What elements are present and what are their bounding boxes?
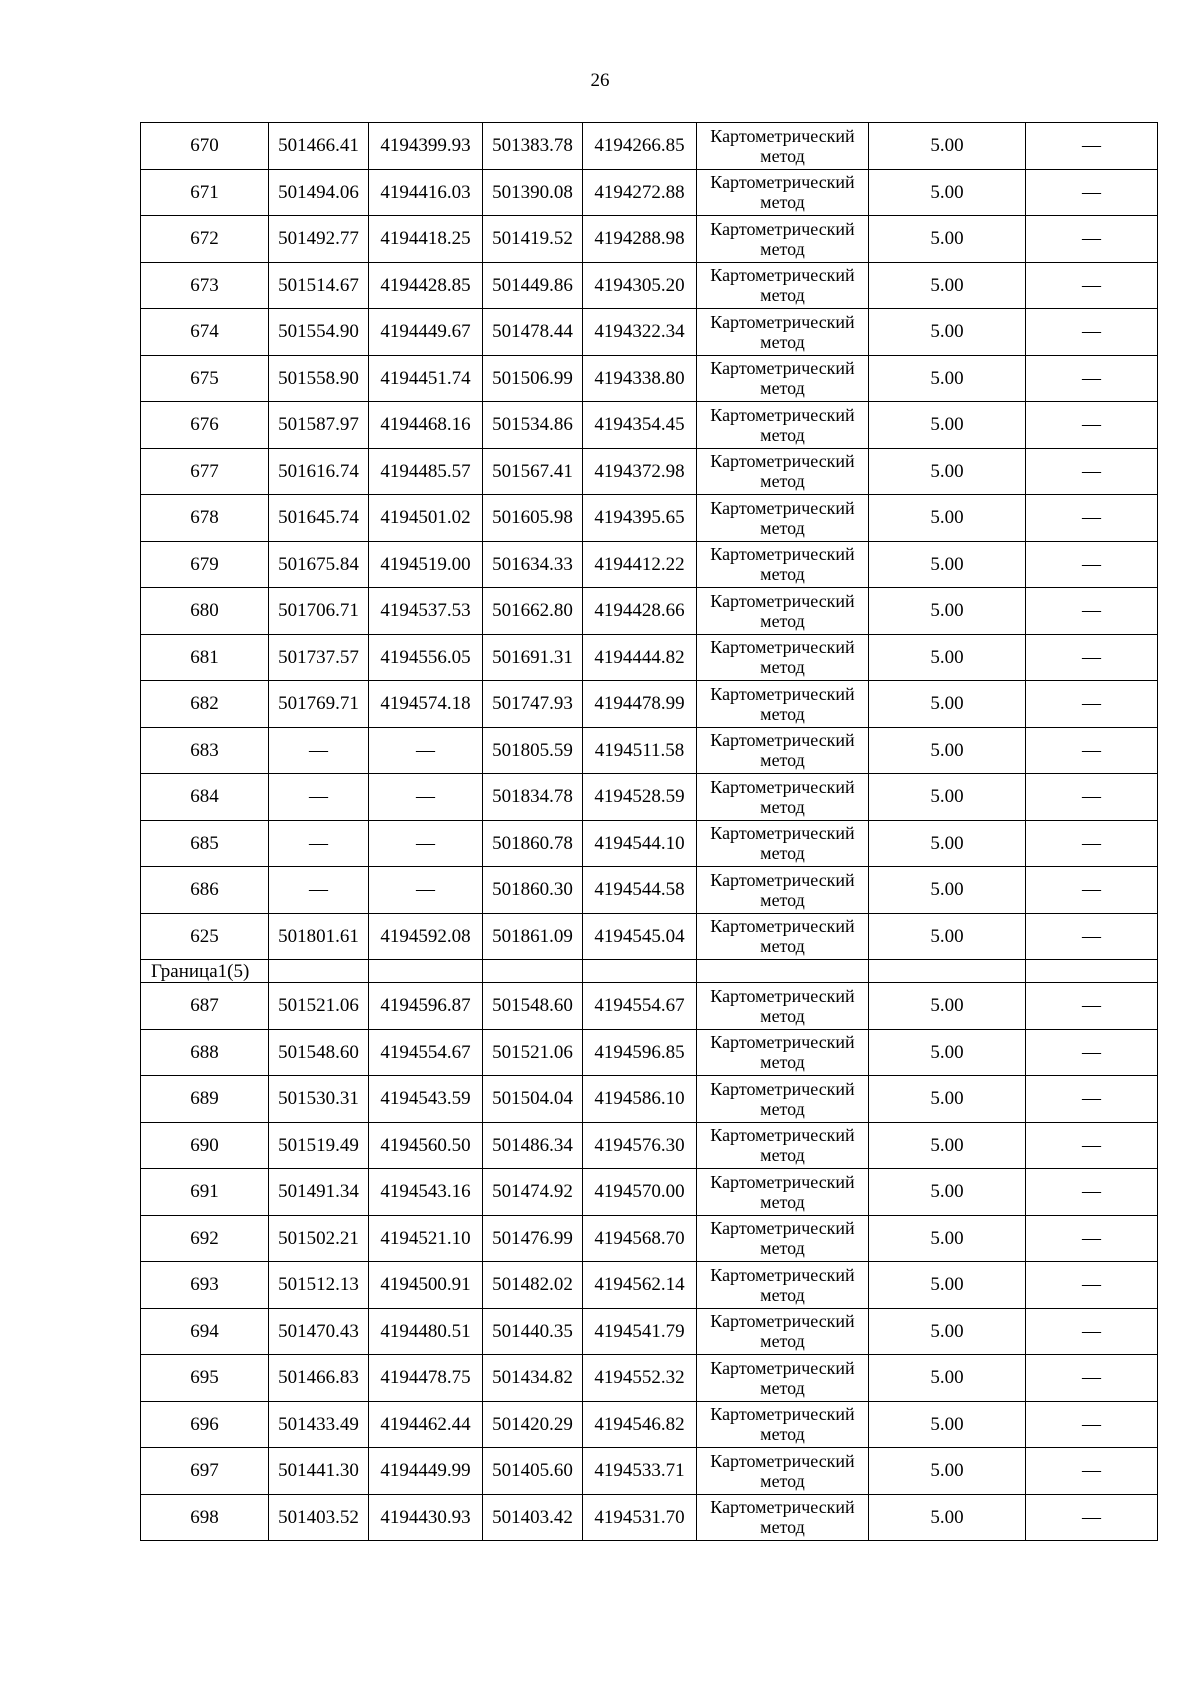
x-old-cell: 501706.71	[269, 588, 369, 635]
point-number-cell: 697	[141, 1448, 269, 1495]
accuracy-cell: 5.00	[869, 983, 1026, 1030]
x-old-cell: 501466.41	[269, 123, 369, 170]
table-row	[141, 541, 1158, 588]
y-old-cell: —	[369, 774, 483, 821]
x-old-cell: 501801.61	[269, 913, 369, 960]
y-new-cell: 4194372.98	[583, 448, 697, 495]
description-cell: —	[1026, 355, 1158, 402]
accuracy-cell: 5.00	[869, 1122, 1026, 1169]
empty-cell	[369, 960, 483, 983]
x-new-cell: 501486.34	[483, 1122, 583, 1169]
y-old-cell: 4194478.75	[369, 1355, 483, 1402]
y-new-cell: 4194596.85	[583, 1029, 697, 1076]
x-new-cell: 501521.06	[483, 1029, 583, 1076]
y-new-cell: 4194562.14	[583, 1262, 697, 1309]
x-old-cell: 501737.57	[269, 634, 369, 681]
table-row	[141, 262, 1158, 309]
empty-cell	[1026, 960, 1158, 983]
table-row	[141, 1494, 1158, 1541]
description-cell: —	[1026, 123, 1158, 170]
x-new-cell: 501567.41	[483, 448, 583, 495]
method-cell: Картометрический метод	[697, 1122, 869, 1169]
method-cell: Картометрический метод	[697, 867, 869, 914]
empty-cell	[869, 960, 1026, 983]
x-old-cell: 501558.90	[269, 355, 369, 402]
accuracy-cell: 5.00	[869, 913, 1026, 960]
method-cell: Картометрический метод	[697, 1215, 869, 1262]
description-cell: —	[1026, 1215, 1158, 1262]
y-old-cell: —	[369, 820, 483, 867]
table-row	[141, 1169, 1158, 1216]
point-number-cell: 692	[141, 1215, 269, 1262]
accuracy-cell: 5.00	[869, 402, 1026, 449]
x-old-cell: 501491.34	[269, 1169, 369, 1216]
x-old-cell: 501492.77	[269, 216, 369, 263]
x-old-cell: 501521.06	[269, 983, 369, 1030]
method-cell: Картометрический метод	[697, 402, 869, 449]
x-new-cell: 501476.99	[483, 1215, 583, 1262]
description-cell: —	[1026, 1355, 1158, 1402]
accuracy-cell: 5.00	[869, 1494, 1026, 1541]
accuracy-cell: 5.00	[869, 1169, 1026, 1216]
x-new-cell: 501478.44	[483, 309, 583, 356]
y-old-cell: 4194449.99	[369, 1448, 483, 1495]
point-number-cell: 689	[141, 1076, 269, 1123]
description-cell: —	[1026, 1448, 1158, 1495]
table-row	[141, 216, 1158, 263]
accuracy-cell: 5.00	[869, 1215, 1026, 1262]
y-new-cell: 4194412.22	[583, 541, 697, 588]
y-old-cell: 4194521.10	[369, 1215, 483, 1262]
point-number-cell: 678	[141, 495, 269, 542]
point-number-cell: 670	[141, 123, 269, 170]
point-number-cell: 680	[141, 588, 269, 635]
table-row	[141, 402, 1158, 449]
description-cell: —	[1026, 169, 1158, 216]
description-cell: —	[1026, 913, 1158, 960]
method-cell: Картометрический метод	[697, 216, 869, 263]
point-number-cell: 671	[141, 169, 269, 216]
method-cell: Картометрический метод	[697, 169, 869, 216]
y-old-cell: 4194451.74	[369, 355, 483, 402]
x-old-cell: —	[269, 867, 369, 914]
method-cell: Картометрический метод	[697, 1401, 869, 1448]
x-new-cell: 501420.29	[483, 1401, 583, 1448]
y-new-cell: 4194544.58	[583, 867, 697, 914]
method-cell: Картометрический метод	[697, 634, 869, 681]
method-cell: Картометрический метод	[697, 1262, 869, 1309]
y-old-cell: 4194519.00	[369, 541, 483, 588]
accuracy-cell: 5.00	[869, 541, 1026, 588]
x-new-cell: 501506.99	[483, 355, 583, 402]
point-number-cell: 677	[141, 448, 269, 495]
y-new-cell: 4194288.98	[583, 216, 697, 263]
method-cell: Картометрический метод	[697, 309, 869, 356]
y-old-cell: 4194554.67	[369, 1029, 483, 1076]
point-number-cell: 688	[141, 1029, 269, 1076]
y-new-cell: 4194544.10	[583, 820, 697, 867]
y-new-cell: 4194531.70	[583, 1494, 697, 1541]
y-new-cell: 4194305.20	[583, 262, 697, 309]
section-row	[141, 960, 1158, 983]
table-row	[141, 355, 1158, 402]
x-old-cell: 501470.43	[269, 1308, 369, 1355]
x-old-cell: —	[269, 727, 369, 774]
accuracy-cell: 5.00	[869, 1308, 1026, 1355]
x-old-cell: 501645.74	[269, 495, 369, 542]
description-cell: —	[1026, 1308, 1158, 1355]
empty-cell	[583, 960, 697, 983]
x-new-cell: 501405.60	[483, 1448, 583, 1495]
point-number-cell: 696	[141, 1401, 269, 1448]
description-cell: —	[1026, 216, 1158, 263]
x-old-cell: 501530.31	[269, 1076, 369, 1123]
y-old-cell: 4194574.18	[369, 681, 483, 728]
point-number-cell: 679	[141, 541, 269, 588]
accuracy-cell: 5.00	[869, 1355, 1026, 1402]
x-new-cell: 501662.80	[483, 588, 583, 635]
accuracy-cell: 5.00	[869, 634, 1026, 681]
y-old-cell: 4194418.25	[369, 216, 483, 263]
page-number: 26	[590, 70, 610, 91]
table-row	[141, 123, 1158, 170]
point-number-cell: 683	[141, 727, 269, 774]
y-old-cell: 4194596.87	[369, 983, 483, 1030]
y-new-cell: 4194428.66	[583, 588, 697, 635]
accuracy-cell: 5.00	[869, 1076, 1026, 1123]
method-cell: Картометрический метод	[697, 495, 869, 542]
y-new-cell: 4194511.58	[583, 727, 697, 774]
method-cell: Картометрический метод	[697, 1355, 869, 1402]
x-new-cell: 501860.78	[483, 820, 583, 867]
accuracy-cell: 5.00	[869, 355, 1026, 402]
x-old-cell: 501548.60	[269, 1029, 369, 1076]
description-cell: —	[1026, 1401, 1158, 1448]
x-old-cell: 501466.83	[269, 1355, 369, 1402]
table-row	[141, 820, 1158, 867]
point-number-cell: 682	[141, 681, 269, 728]
method-cell: Картометрический метод	[697, 1448, 869, 1495]
y-old-cell: 4194543.16	[369, 1169, 483, 1216]
table-row	[141, 634, 1158, 681]
y-old-cell: 4194430.93	[369, 1494, 483, 1541]
method-cell: Картометрический метод	[697, 681, 869, 728]
x-new-cell: 501482.02	[483, 1262, 583, 1309]
y-new-cell: 4194272.88	[583, 169, 697, 216]
point-number-cell: 694	[141, 1308, 269, 1355]
x-old-cell: 501403.52	[269, 1494, 369, 1541]
accuracy-cell: 5.00	[869, 216, 1026, 263]
x-new-cell: 501605.98	[483, 495, 583, 542]
method-cell: Картометрический метод	[697, 820, 869, 867]
point-number-cell: 676	[141, 402, 269, 449]
x-old-cell: —	[269, 820, 369, 867]
coordinates-table	[140, 122, 1158, 1541]
x-new-cell: 501860.30	[483, 867, 583, 914]
x-new-cell: 501861.09	[483, 913, 583, 960]
y-new-cell: 4194554.67	[583, 983, 697, 1030]
description-cell: —	[1026, 309, 1158, 356]
y-old-cell: 4194560.50	[369, 1122, 483, 1169]
accuracy-cell: 5.00	[869, 123, 1026, 170]
y-old-cell: —	[369, 727, 483, 774]
accuracy-cell: 5.00	[869, 1401, 1026, 1448]
accuracy-cell: 5.00	[869, 169, 1026, 216]
x-new-cell: 501434.82	[483, 1355, 583, 1402]
x-old-cell: 501616.74	[269, 448, 369, 495]
accuracy-cell: 5.00	[869, 867, 1026, 914]
description-cell: —	[1026, 983, 1158, 1030]
table-row	[141, 495, 1158, 542]
y-old-cell: 4194449.67	[369, 309, 483, 356]
x-old-cell: —	[269, 774, 369, 821]
method-cell: Картометрический метод	[697, 1169, 869, 1216]
point-number-cell: 673	[141, 262, 269, 309]
y-old-cell: 4194537.53	[369, 588, 483, 635]
y-new-cell: 4194528.59	[583, 774, 697, 821]
point-number-cell: 675	[141, 355, 269, 402]
table-row	[141, 1448, 1158, 1495]
x-new-cell: 501403.42	[483, 1494, 583, 1541]
method-cell: Картометрический метод	[697, 541, 869, 588]
y-old-cell: 4194556.05	[369, 634, 483, 681]
y-new-cell: 4194545.04	[583, 913, 697, 960]
x-old-cell: 501587.97	[269, 402, 369, 449]
x-new-cell: 501383.78	[483, 123, 583, 170]
method-cell: Картометрический метод	[697, 913, 869, 960]
table-row	[141, 1401, 1158, 1448]
x-new-cell: 501440.35	[483, 1308, 583, 1355]
y-old-cell: 4194480.51	[369, 1308, 483, 1355]
x-old-cell: 501494.06	[269, 169, 369, 216]
method-cell: Картометрический метод	[697, 588, 869, 635]
accuracy-cell: 5.00	[869, 727, 1026, 774]
point-number-cell: 681	[141, 634, 269, 681]
y-new-cell: 4194395.65	[583, 495, 697, 542]
y-old-cell: 4194399.93	[369, 123, 483, 170]
point-number-cell: 674	[141, 309, 269, 356]
accuracy-cell: 5.00	[869, 309, 1026, 356]
method-cell: Картометрический метод	[697, 1029, 869, 1076]
point-number-cell: 625	[141, 913, 269, 960]
table-row	[141, 913, 1158, 960]
description-cell: —	[1026, 774, 1158, 821]
y-new-cell: 4194266.85	[583, 123, 697, 170]
method-cell: Картометрический метод	[697, 1308, 869, 1355]
description-cell: —	[1026, 541, 1158, 588]
x-old-cell: 501519.49	[269, 1122, 369, 1169]
table-row	[141, 727, 1158, 774]
description-cell: —	[1026, 1494, 1158, 1541]
method-cell: Картометрический метод	[697, 1076, 869, 1123]
point-number-cell: 691	[141, 1169, 269, 1216]
accuracy-cell: 5.00	[869, 262, 1026, 309]
description-cell: —	[1026, 588, 1158, 635]
table-row	[141, 1215, 1158, 1262]
description-cell: —	[1026, 1262, 1158, 1309]
table-row	[141, 1122, 1158, 1169]
x-new-cell: 501534.86	[483, 402, 583, 449]
y-new-cell: 4194533.71	[583, 1448, 697, 1495]
description-cell: —	[1026, 1076, 1158, 1123]
description-cell: —	[1026, 1122, 1158, 1169]
y-old-cell: 4194416.03	[369, 169, 483, 216]
empty-cell	[697, 960, 869, 983]
method-cell: Картометрический метод	[697, 355, 869, 402]
point-number-cell: 686	[141, 867, 269, 914]
y-old-cell: 4194592.08	[369, 913, 483, 960]
table-row	[141, 448, 1158, 495]
description-cell: —	[1026, 402, 1158, 449]
y-old-cell: 4194428.85	[369, 262, 483, 309]
y-new-cell: 4194444.82	[583, 634, 697, 681]
x-old-cell: 501502.21	[269, 1215, 369, 1262]
description-cell: —	[1026, 262, 1158, 309]
table-row	[141, 1262, 1158, 1309]
x-new-cell: 501390.08	[483, 169, 583, 216]
table-row	[141, 983, 1158, 1030]
description-cell: —	[1026, 867, 1158, 914]
point-number-cell: 687	[141, 983, 269, 1030]
y-new-cell: 4194541.79	[583, 1308, 697, 1355]
y-new-cell: 4194478.99	[583, 681, 697, 728]
accuracy-cell: 5.00	[869, 1448, 1026, 1495]
description-cell: —	[1026, 1169, 1158, 1216]
x-old-cell: 501554.90	[269, 309, 369, 356]
x-new-cell: 501548.60	[483, 983, 583, 1030]
y-old-cell: 4194462.44	[369, 1401, 483, 1448]
x-old-cell: 501514.67	[269, 262, 369, 309]
y-new-cell: 4194570.00	[583, 1169, 697, 1216]
method-cell: Картометрический метод	[697, 983, 869, 1030]
x-old-cell: 501675.84	[269, 541, 369, 588]
method-cell: Картометрический метод	[697, 1494, 869, 1541]
x-old-cell: 501512.13	[269, 1262, 369, 1309]
table-row	[141, 1029, 1158, 1076]
accuracy-cell: 5.00	[869, 774, 1026, 821]
y-new-cell: 4194322.34	[583, 309, 697, 356]
description-cell: —	[1026, 681, 1158, 728]
point-number-cell: 695	[141, 1355, 269, 1402]
method-cell: Картометрический метод	[697, 262, 869, 309]
accuracy-cell: 5.00	[869, 448, 1026, 495]
accuracy-cell: 5.00	[869, 681, 1026, 728]
empty-cell	[483, 960, 583, 983]
y-new-cell: 4194546.82	[583, 1401, 697, 1448]
description-cell: —	[1026, 448, 1158, 495]
point-number-cell: 672	[141, 216, 269, 263]
x-new-cell: 501504.04	[483, 1076, 583, 1123]
y-old-cell: —	[369, 867, 483, 914]
x-new-cell: 501834.78	[483, 774, 583, 821]
table-row	[141, 588, 1158, 635]
x-new-cell: 501805.59	[483, 727, 583, 774]
description-cell: —	[1026, 634, 1158, 681]
description-cell: —	[1026, 727, 1158, 774]
table-row	[141, 681, 1158, 728]
accuracy-cell: 5.00	[869, 588, 1026, 635]
accuracy-cell: 5.00	[869, 495, 1026, 542]
y-new-cell: 4194354.45	[583, 402, 697, 449]
table-row	[141, 774, 1158, 821]
x-new-cell: 501419.52	[483, 216, 583, 263]
table-row	[141, 309, 1158, 356]
method-cell: Картометрический метод	[697, 774, 869, 821]
point-number-cell: 684	[141, 774, 269, 821]
y-old-cell: 4194500.91	[369, 1262, 483, 1309]
point-number-cell: 685	[141, 820, 269, 867]
method-cell: Картометрический метод	[697, 727, 869, 774]
y-old-cell: 4194485.57	[369, 448, 483, 495]
description-cell: —	[1026, 820, 1158, 867]
x-new-cell: 501474.92	[483, 1169, 583, 1216]
accuracy-cell: 5.00	[869, 820, 1026, 867]
accuracy-cell: 5.00	[869, 1029, 1026, 1076]
y-new-cell: 4194338.80	[583, 355, 697, 402]
table-row	[141, 1355, 1158, 1402]
method-cell: Картометрический метод	[697, 448, 869, 495]
y-old-cell: 4194468.16	[369, 402, 483, 449]
x-new-cell: 501634.33	[483, 541, 583, 588]
section-label: Граница1(5)	[141, 960, 269, 983]
description-cell: —	[1026, 1029, 1158, 1076]
table-row	[141, 1308, 1158, 1355]
point-number-cell: 690	[141, 1122, 269, 1169]
x-old-cell: 501769.71	[269, 681, 369, 728]
table-row	[141, 169, 1158, 216]
y-new-cell: 4194586.10	[583, 1076, 697, 1123]
y-old-cell: 4194501.02	[369, 495, 483, 542]
x-old-cell: 501433.49	[269, 1401, 369, 1448]
accuracy-cell: 5.00	[869, 1262, 1026, 1309]
description-cell: —	[1026, 495, 1158, 542]
y-old-cell: 4194543.59	[369, 1076, 483, 1123]
y-new-cell: 4194552.32	[583, 1355, 697, 1402]
x-new-cell: 501747.93	[483, 681, 583, 728]
x-new-cell: 501449.86	[483, 262, 583, 309]
y-new-cell: 4194568.70	[583, 1215, 697, 1262]
table-row	[141, 1076, 1158, 1123]
table-row	[141, 867, 1158, 914]
point-number-cell: 693	[141, 1262, 269, 1309]
x-old-cell: 501441.30	[269, 1448, 369, 1495]
y-new-cell: 4194576.30	[583, 1122, 697, 1169]
empty-cell	[269, 960, 369, 983]
method-cell: Картометрический метод	[697, 123, 869, 170]
x-new-cell: 501691.31	[483, 634, 583, 681]
point-number-cell: 698	[141, 1494, 269, 1541]
